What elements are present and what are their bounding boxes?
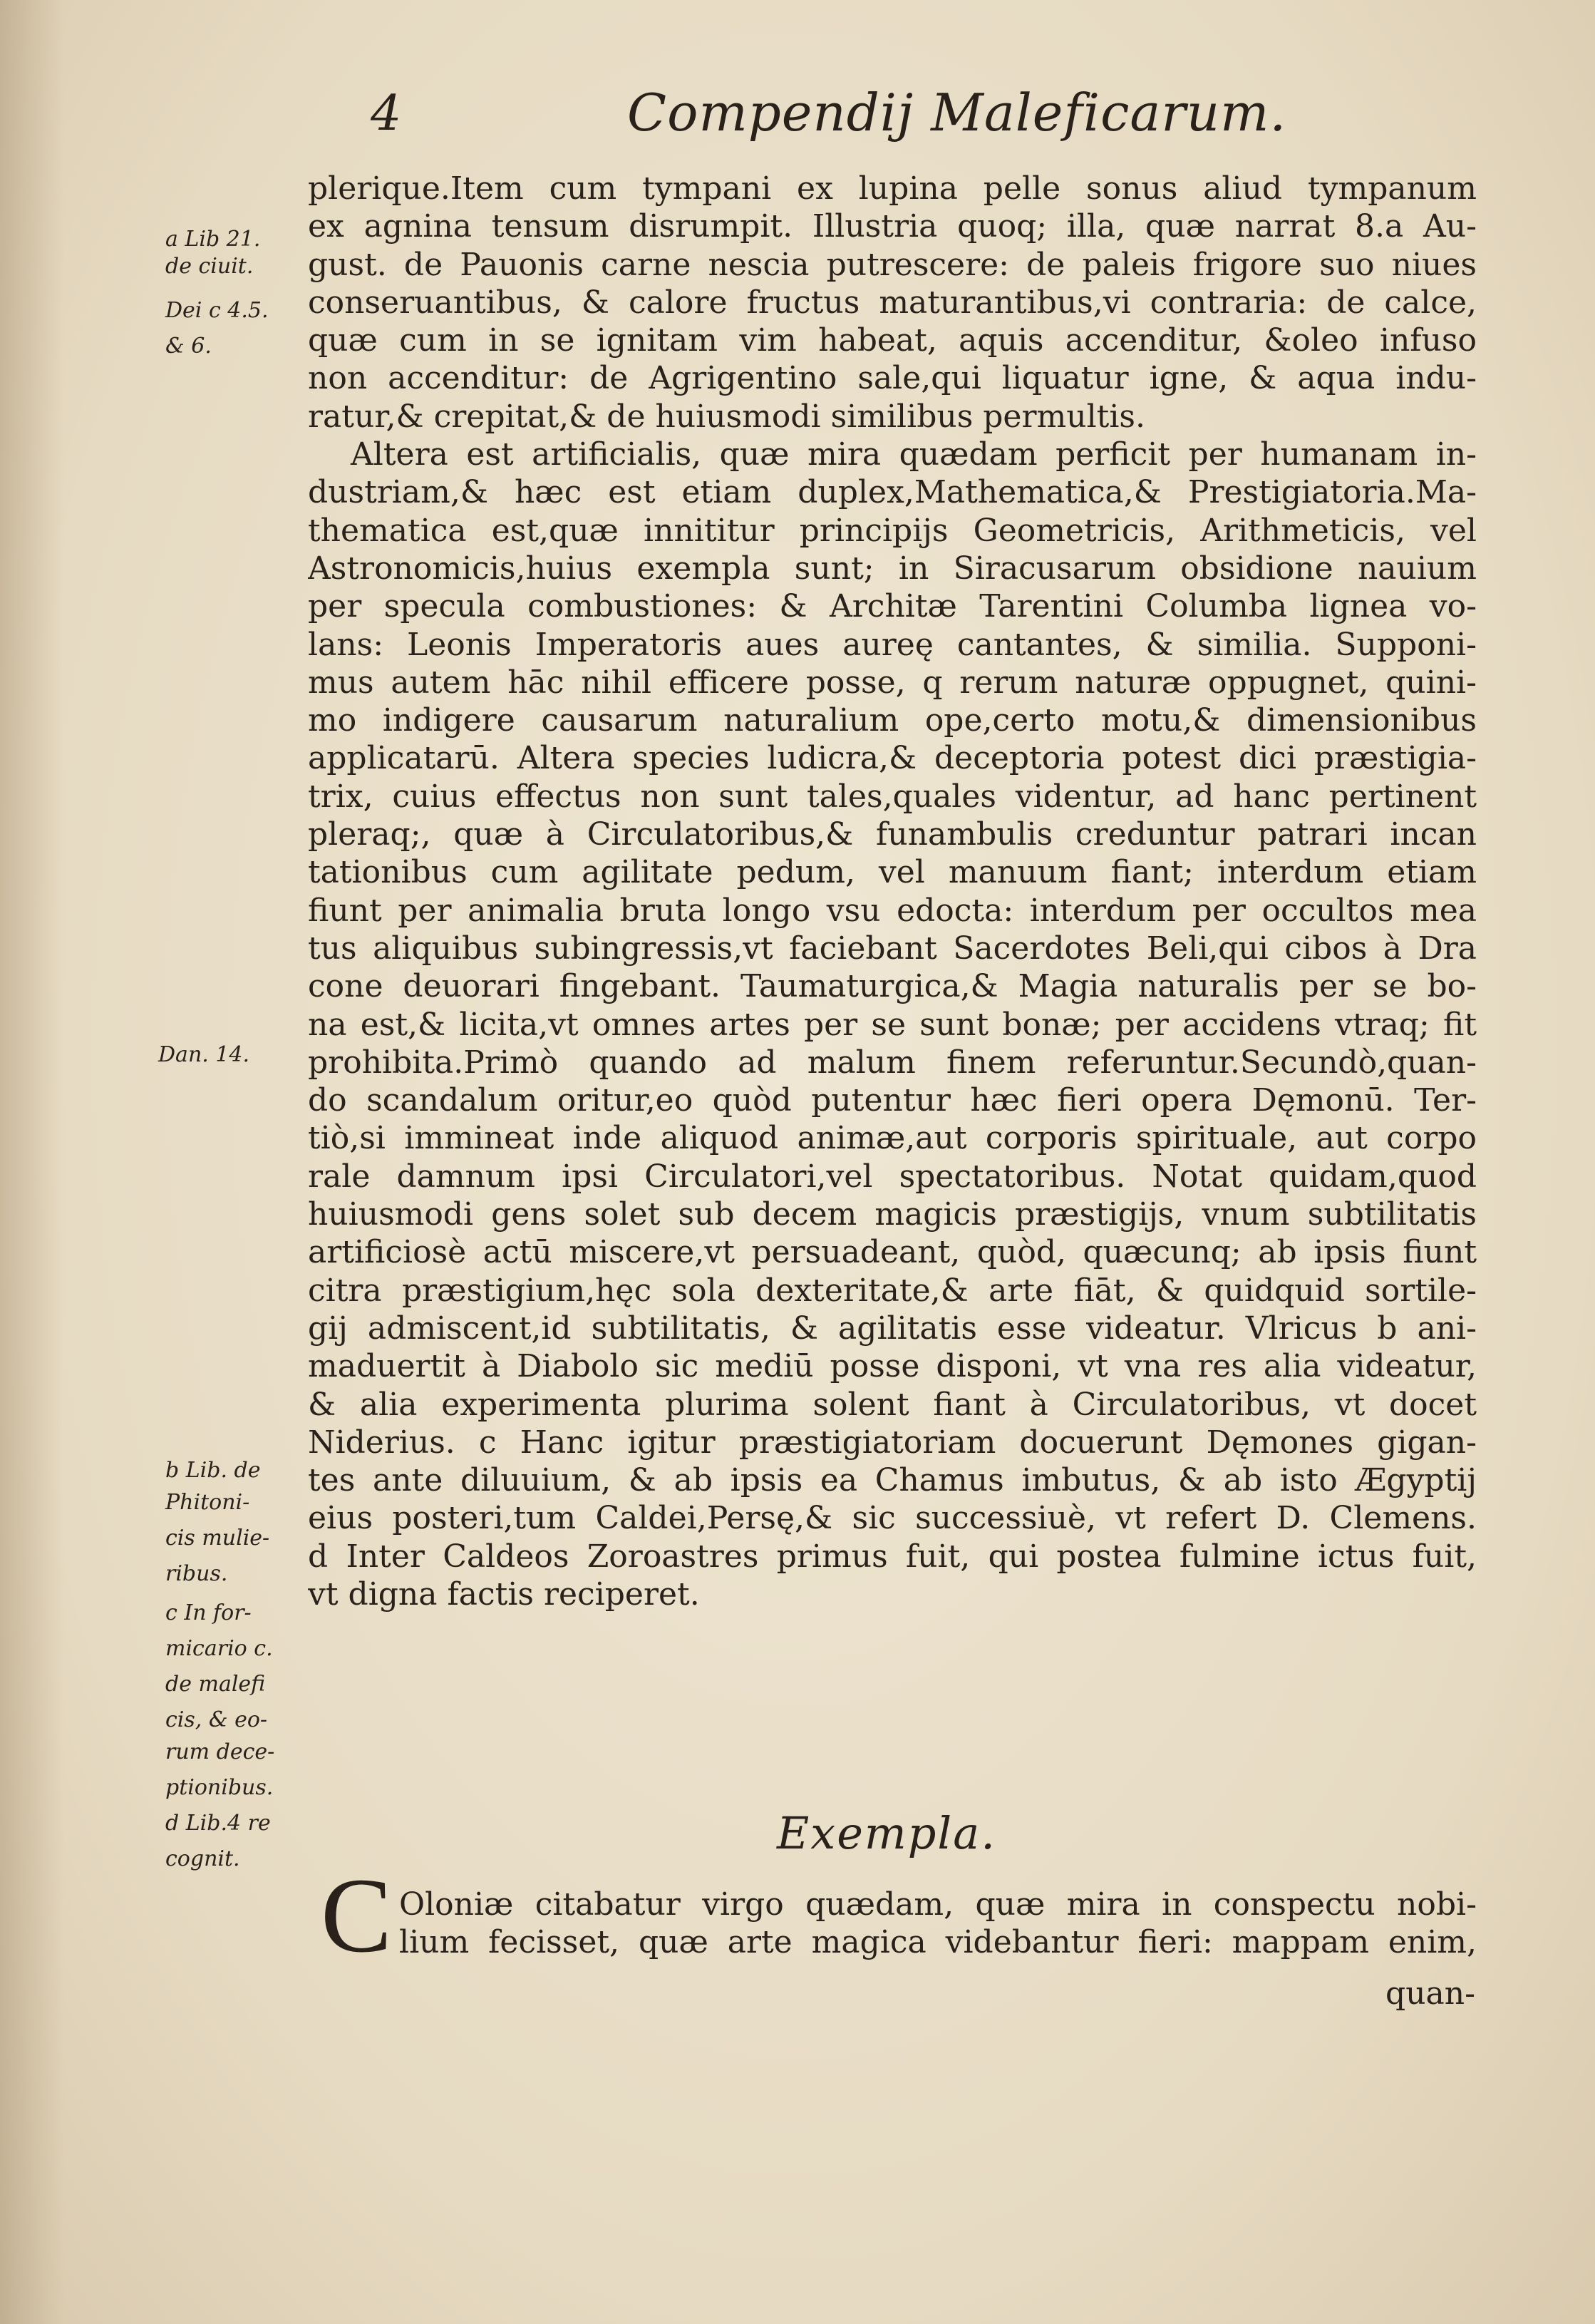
margin-note-line: cognit. [165,1846,240,1871]
text-line: citra præstigium,hęc sola dexteritate,& arte fiāt, & quidquid sortile- [308,1272,1477,1309]
text-line: rale damnum ipsi Circulatori,vel spectatoribus. Notat quidam,quod [308,1158,1477,1195]
text-line: fiunt per animalia bruta longo vsu edocta: interdum per occultos mea [308,892,1477,929]
page-number: 4 [371,86,402,142]
text-line: prohibita.Primò quando ad malum finem referuntur.Secundò,quan- [308,1044,1477,1081]
page-header [371,78,1287,157]
text-line: plerique.Item cum tympani ex lupina pelle sonus aliud tympanum [308,170,1477,207]
text-line: mo indigere causarum naturalium ope,certo motu,& dimensionibus [308,702,1477,739]
margin-note-line: cis mulie- [165,1526,270,1551]
text-line: pleraq;, quæ à Circulatoribus,& funambulis creduntur patrari incan [308,816,1477,853]
text-line: quæ cum in se ignitam vim habeat, aquis accenditur, &oleo infuso [308,322,1477,359]
text-line: ex agnina tensum disrumpit. Illustria quoq; illa, quæ narrat 8.a Au- [308,208,1477,245]
margin-note-line: rum dece- [165,1739,275,1764]
margin-note-line: ptionibus. [165,1775,274,1800]
section-title: Exempla. [777,1807,996,1859]
text-line: conseruantibus, & calore fructus maturantibus,vi contraria: de calce, [308,284,1477,321]
margin-note-line: Dei c 4.5. [165,298,269,323]
text-line: cone deuorari fingebant. Taumaturgica,& Magia naturalis per se bo- [308,968,1477,1005]
margin-note-line: & 6. [165,334,212,359]
drop-cap: C [321,1856,393,1975]
text-line: mus autem hāc nihil efficere posse, q rerum naturæ oppugnet, quini- [308,664,1477,701]
example-paragraph [399,1886,1477,1962]
page-edge-shadow [0,0,64,2324]
margin-note-line: de malefi [165,1672,266,1697]
margin-note-line: a Lib 21. [165,227,261,252]
text-line: huiusmodi gens solet sub decem magicis præstigijs, vnum subtilitatis [308,1196,1477,1233]
text-line: applicatarū. Altera species ludicra,& deceptoria potest dici præstigia- [308,740,1477,777]
margin-note-line: micario c. [165,1636,273,1661]
text-line: dustriam,& hæc est etiam duplex,Mathematica,& Prestigiatoria.Ma- [308,474,1477,511]
text-line: tationibus cum agilitate pedum, vel manuum fiant; interdum etiam [308,854,1477,891]
text-line: thematica est,quæ innititur principijs Geometricis, Arithmeticis, vel [308,512,1477,549]
margin-note-line: cis, & eo- [165,1707,268,1732]
text-line: Niderius. c Hanc igitur præstigiatoriam docuerunt Dęmones gigan- [308,1424,1477,1461]
catchword: quan- [1385,1975,1475,2012]
text-line: na est,& licita,vt omnes artes per se sunt bonæ; per accidens vtraq; fit [308,1006,1477,1043]
text-line: trix, cuius effectus non sunt tales,quales videntur, ad hanc pertinent [308,778,1477,815]
running-head: Compendij Maleficarum. [627,83,1287,143]
text-line: tus aliquibus subingressis,vt faciebant Sacerdotes Beli,qui cibos à Dra [308,930,1477,967]
margin-note-line: Dan. 14. [158,1042,250,1067]
text-line: tiò,si immineat inde aliquod animæ,aut corporis spirituale, aut corpo [308,1120,1477,1157]
main-text-block [308,170,1477,1613]
text-line: d Inter Caldeos Zoroastres primus fuit, qui postea fulmine ictus fuit, [308,1538,1477,1575]
margin-note-line: ribus. [165,1561,228,1586]
text-line: & alia experimenta plurima solent fiant à Circulatoribus, vt docet [308,1386,1477,1423]
text-line: lans: Leonis Imperatoris aues aureę cantantes, & similia. Supponi- [308,626,1477,663]
text-line: eius posteri,tum Caldei,Persę,& sic successiuè, vt refert D. Clemens. [308,1500,1477,1537]
text-line: maduertit à Diabolo sic mediū posse disponi, vt vna res alia videatur, [308,1348,1477,1385]
margin-note-line: Phitoni- [165,1490,250,1515]
text-line: ratur,& crepitat,& de huiusmodi similibus permultis. [308,398,1145,435]
text-line: non accenditur: de Agrigentino sale,qui liquatur igne, & aqua indu- [308,360,1477,397]
text-line: Oloniæ citabatur virgo quædam, quæ mira in conspectu nobi- [399,1886,1477,1923]
text-line: tes ante diluuium, & ab ipsis ea Chamus imbutus, & ab isto Ægyptij [308,1462,1477,1499]
text-line: Astronomicis,huius exempla sunt; in Siracusarum obsidione nauium [308,550,1477,587]
text-line: gij admiscent,id subtilitatis, & agilitatis esse videatur. Vlricus b ani- [308,1310,1477,1347]
text-line: vt digna factis reciperet. [308,1575,700,1613]
text-line: lium fecisset, quæ arte magica videbantur fieri: mappam enim, [399,1924,1477,1961]
text-line: do scandalum oritur,eo quòd putentur hæc fieri opera Dęmonū. Ter- [308,1082,1477,1119]
margin-note-line: d Lib.4 re [165,1811,271,1836]
margin-note-line: de ciuit. [165,254,254,279]
text-line: Altera est artificialis, quæ mira quædam perficit per humanam in- [351,436,1477,473]
text-line: artificiosè actū miscere,vt persuadeant, quòd, quæcunq; ab ipsis fiunt [308,1234,1477,1271]
margin-note-line: c In for- [165,1600,252,1625]
text-line: gust. de Pauonis carne nescia putrescere: de paleis frigore suo niues [308,246,1477,283]
margin-note-line: b Lib. de [165,1458,261,1483]
text-line: per specula combustiones: & Architæ Tarentini Columba lignea vo- [308,588,1477,625]
